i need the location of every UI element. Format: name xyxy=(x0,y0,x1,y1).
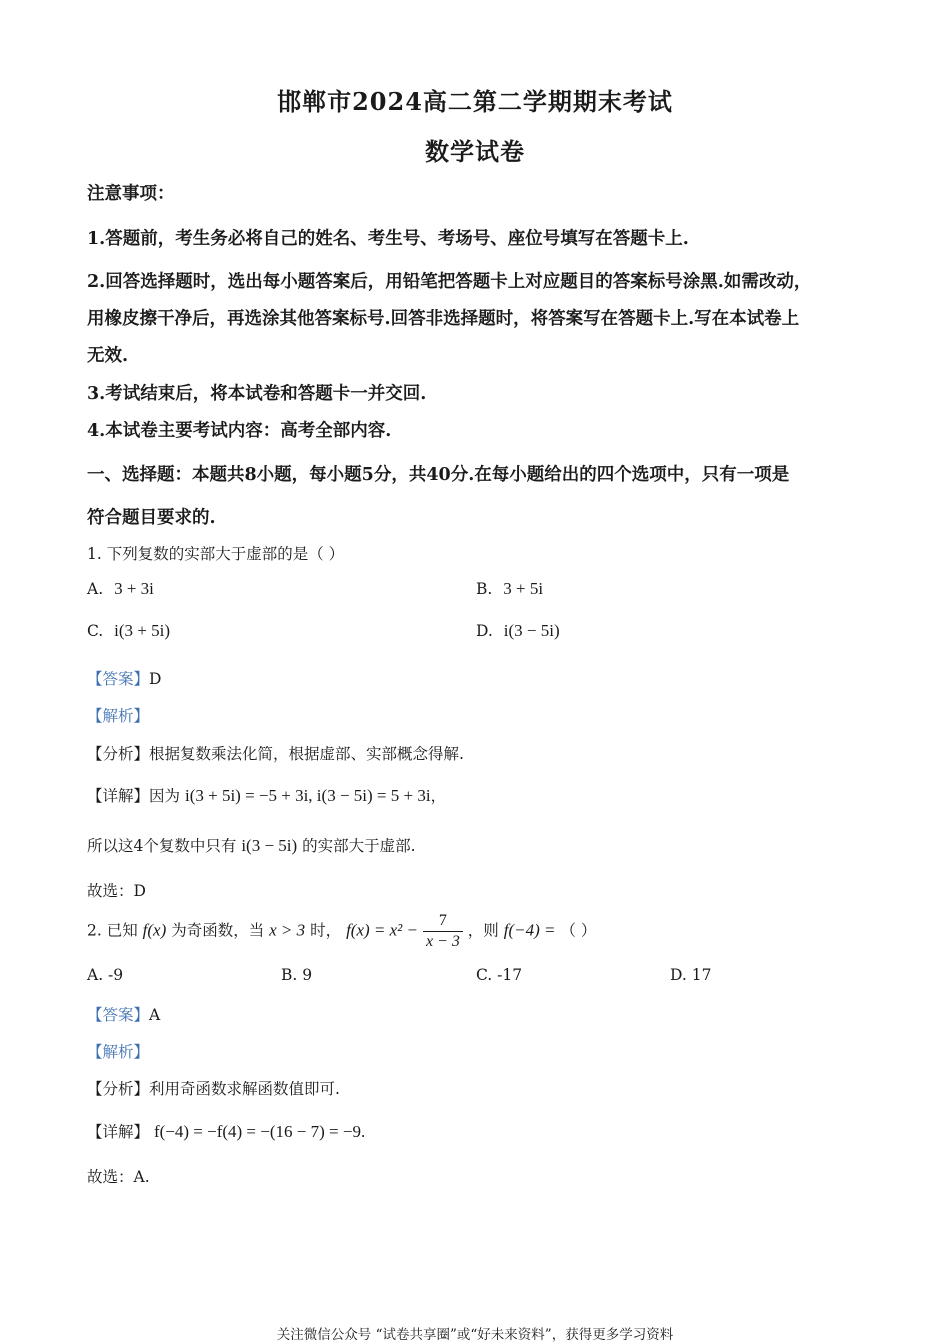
notice-item-2-line-2: 用橡皮擦干净后，再选涂其他答案标号.回答非选择题时，将答案写在答题卡上.写在本试卷上 xyxy=(87,309,800,329)
q1-option-a xyxy=(87,579,154,599)
q2-option-b: B. 9 xyxy=(281,966,313,984)
q2-stem-a: 2. 已知 xyxy=(87,921,138,940)
q2-stem-def: f(x) = x² − xyxy=(346,920,418,940)
q2-fenxi-tag: 【分析】 xyxy=(87,1080,150,1098)
q2-fraction xyxy=(423,911,463,952)
notice-item-3: 3.考试结束后，将本试卷和答题卡一并交回. xyxy=(87,384,427,404)
q1-conclusion-math: i(3 − 5i) xyxy=(241,836,298,855)
q2-answer-value: A xyxy=(149,1006,161,1024)
q1-option-a-math: 3 + 3i xyxy=(114,579,154,598)
q2-stem-fx: f(x) xyxy=(142,920,167,940)
q1-option-c xyxy=(87,621,170,641)
q1-detail-text: 因为 xyxy=(149,787,181,805)
q2-fraction-denominator: x − 3 xyxy=(425,933,460,950)
q1-stem: 1. 下列复数的实部大于虚部的是（ ） xyxy=(87,545,345,563)
q1-answer-tag: 【答案】 xyxy=(87,670,150,688)
section-heading-line-1: 一、选择题：本题共8小题，每小题5分，共40分.在每小题给出的四个选项中，只有一项是 xyxy=(87,465,790,485)
q2-stem-cond: x > 3 xyxy=(269,920,306,940)
q2-stem-d: ，则 xyxy=(467,921,499,940)
q1-conclusion xyxy=(87,834,416,856)
q2-option-d: D. 17 xyxy=(670,966,712,984)
q1-detail-end: ， xyxy=(430,787,447,805)
q1-detail-math: i(3 + 5i) = −5 + 3i, i(3 − 5i) = 5 + 3i xyxy=(184,786,431,805)
q1-fenxi-text: 根据复数乘法化简，根据虚部、实部概念得解. xyxy=(149,745,464,763)
q2-fenxi-text: 利用奇函数求解函数值即可. xyxy=(149,1080,340,1098)
q2-fraction-numerator: 7 xyxy=(423,911,463,932)
q2-choose: 故选：A. xyxy=(87,1168,150,1186)
q2-stem-b: 为奇函数，当 xyxy=(171,921,265,940)
notice-item-4: 4.本试卷主要考试内容：高考全部内容. xyxy=(87,421,392,441)
page-subtitle: 数学试卷 xyxy=(425,137,525,166)
q1-option-b-math: 3 + 5i xyxy=(503,579,544,598)
q1-option-d-label: D. xyxy=(476,622,493,640)
q1-detail xyxy=(87,784,446,806)
q1-choose: 故选：D xyxy=(87,882,146,900)
q1-option-d-math: i(3 − 5i) xyxy=(503,621,560,640)
section-heading-line-2: 符合题目要求的. xyxy=(87,508,216,528)
q1-option-c-math: i(3 + 5i) xyxy=(114,621,171,640)
q2-fenxi xyxy=(87,1077,340,1099)
q1-conclusion-post: 的实部大于虚部. xyxy=(302,837,416,855)
q2-detail xyxy=(87,1120,365,1142)
q1-option-a-label: A. xyxy=(87,580,104,598)
q2-detail-math: f(−4) = −f(4) = −(16 − 7) = −9. xyxy=(153,1122,366,1141)
q2-stem xyxy=(87,911,596,952)
page-title: 邯郸市2024高二第二学期期末考试 xyxy=(277,87,673,116)
q2-stem-e: （ ） xyxy=(560,921,597,940)
q2-stem-ask: f(−4) = xyxy=(503,920,556,940)
q2-option-a: A. -9 xyxy=(87,966,124,984)
q1-option-b-label: B. xyxy=(476,580,493,598)
notice-item-1: 1.答题前，考生务必将自己的姓名、考生号、考场号、座位号填写在答题卡上. xyxy=(87,229,689,249)
q2-detail-tag: 【详解】 xyxy=(87,1123,150,1141)
notice-item-2-line-1: 2.回答选择题时，选出每小题答案后，用铅笔把答题卡上对应题目的答案标号涂黑.如需改动， xyxy=(87,272,812,292)
q1-detail-tag: 【详解】 xyxy=(87,787,150,805)
footer-note: 关注微信公众号 “试卷共享圈”或“好未来资料”，获得更多学习资料 xyxy=(276,1327,674,1343)
q1-fenxi xyxy=(87,742,464,764)
q1-answer xyxy=(87,667,161,689)
q1-option-b xyxy=(476,579,543,599)
q2-option-c: C. -17 xyxy=(476,966,523,984)
q1-analysis-tag: 【解析】 xyxy=(87,707,150,725)
q1-option-c-label: C. xyxy=(87,622,104,640)
notice-heading: 注意事项： xyxy=(87,184,175,204)
notice-item-2-line-3: 无效. xyxy=(87,346,129,366)
q2-answer xyxy=(87,1003,160,1025)
q2-analysis-tag: 【解析】 xyxy=(87,1043,150,1061)
q1-answer-value: D xyxy=(149,670,162,688)
q1-conclusion-pre: 所以这4个复数中只有 xyxy=(87,837,237,855)
q1-option-d xyxy=(476,621,560,641)
q2-stem-c: 时， xyxy=(310,921,342,940)
q2-answer-tag: 【答案】 xyxy=(87,1006,150,1024)
q1-fenxi-tag: 【分析】 xyxy=(87,745,150,763)
